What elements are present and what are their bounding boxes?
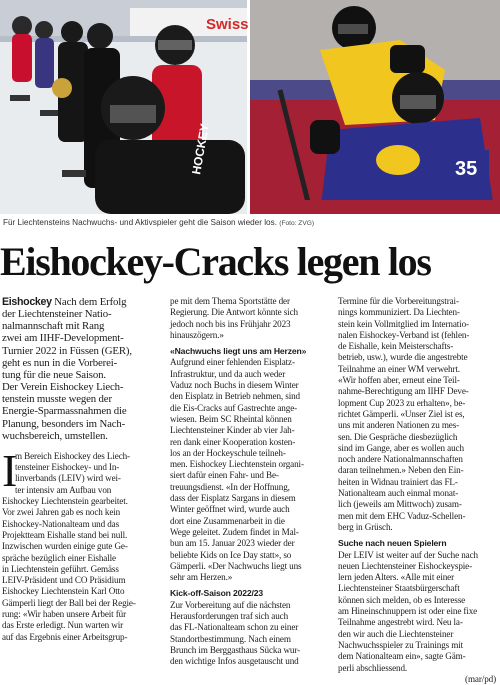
body-line: siert dafür einen Fahr- und Be- <box>170 470 279 481</box>
caption-text: Für Liechtensteins Nachwuchs- und Aktivspieler geht die Saison wieder los. <box>3 218 277 227</box>
body-line: Regierung. Die Antwort könnte sich <box>170 307 298 318</box>
body-line: m Bereich Eishockey des Liech- <box>15 450 130 461</box>
body-line: ren dank einer Kooperation kosten- <box>170 436 296 447</box>
body-line: können sich melden, ob es Interesse <box>338 594 466 605</box>
body-line: Herausforderungen traf sich auch <box>170 611 289 622</box>
body-line: Gämperli liegt der Ball bei der Regie- <box>2 597 136 608</box>
body-line: sehr am Herzen.» <box>170 572 233 583</box>
lead-line: Der Verein Eishockey Liech- <box>2 381 124 394</box>
lead-line: wuchsbereich, umstellen. <box>2 429 108 442</box>
body-line: pe mit dem Thema Sportstätte der <box>170 296 290 306</box>
body-line: bun am 15. Januar 2023 wieder der <box>170 538 295 549</box>
body-paragraph <box>2 444 157 643</box>
lead-line: Turnier 2022 in Füssen (GER), <box>2 344 132 357</box>
lead-line: nalmannschaft mit Rang <box>2 320 105 333</box>
body-line: dass der Eisplatz Sargans in diesem <box>170 493 296 504</box>
body-line: men mit dem EHC Vaduz-Schellen- <box>338 510 466 521</box>
body-line: spräche bezüglich einer Eishalle <box>2 552 116 563</box>
body-line: auf das Ergebnis einer Arbeitsgrup- <box>2 631 128 642</box>
body-line: de Eishalle, kein Meisterschafts- <box>338 341 454 352</box>
ad-board-text: Swiss <box>206 16 249 33</box>
body-line: Gämperli. «Der Nachwuchs liegt uns <box>170 560 302 571</box>
body-line: Vor zwei Jahren gab es noch kein <box>2 507 121 518</box>
photo-national-team-players <box>250 0 500 214</box>
photo-caption <box>3 218 497 227</box>
body-line: dort eine Zusammenarbeit in die <box>170 515 285 526</box>
body-line: rung: «Wir haben unsere Arbeit für <box>2 609 127 620</box>
body-line: jedoch noch bis ins Frühjahr 2023 <box>170 318 291 329</box>
drop-cap: I <box>2 444 18 496</box>
body-line: Brunch im Berggasthaus Sücka wur- <box>170 644 301 655</box>
article-column-3 <box>338 296 496 685</box>
lead-line: der Liechtensteiner Natio- <box>2 308 112 321</box>
article-column-2 <box>170 296 325 668</box>
body-line: beliebte Kids on Ice Day statt», so <box>170 549 292 560</box>
body-line: Projektteam Eishalle stand bei null. <box>2 529 128 540</box>
lead-line: Energie-Sparmassnahmen die <box>2 405 127 418</box>
body-line: hinauszögern.» <box>170 329 224 340</box>
lead-line: Planung, besonders im Nach- <box>2 417 126 430</box>
body-line: Zur Vorbereitung auf die nächsten <box>170 599 291 610</box>
body-line: in Liechtenstein geführt. Gemäss <box>2 563 119 574</box>
body-line: Teilnahme angestrebt wird. Neu la- <box>338 617 463 628</box>
body-line: Eishockey Liechtenstein gearbeitet. <box>2 496 128 507</box>
subheading-kickoff: Kick-off-Saison 2022/23 <box>170 588 264 599</box>
body-line: Nationalteam auch einmal monat- <box>338 488 459 499</box>
body-line: lich (jeweils am Mittwoch) zusam- <box>338 499 462 510</box>
body-line: neuen Liechtensteiner Eishockeyspie- <box>338 560 473 571</box>
lead-line: Nach dem Erfolg <box>54 296 127 308</box>
body-line: das Erste erledigt. Nun warten wir <box>2 620 124 631</box>
body-line: betrieb, usw.), wurde die angestrebte <box>338 352 468 363</box>
svg-text:HOCKEY: HOCKEY <box>189 122 212 176</box>
body-line: linverbands (LEIV) wird wei- <box>15 473 121 484</box>
body-line: dem Nationalteam ein», sagte Gäm- <box>338 651 466 662</box>
subheading-suche: Suche nach neuen Spielern <box>338 538 447 549</box>
body-line: treuungsdienst. «In der Hoffnung, <box>170 481 290 492</box>
kicker: Eishockey <box>2 296 52 308</box>
body-line: den wichtige Infos ausgetauscht und <box>170 656 299 667</box>
article-column-1 <box>2 296 157 643</box>
body-line: Wege geleitet. Zudem findet in Mal- <box>170 526 299 537</box>
body-line: wiesen. Beim SC Rheintal können <box>170 413 292 424</box>
body-line: Teilnahme an einer WM verwehrt. <box>338 363 460 374</box>
body-line: tensteiner Eishockey- und In- <box>15 462 120 473</box>
body-line: ter intensiv am Aufbau von <box>15 484 112 495</box>
body-line: LEIV-Präsident und CO Präsidium <box>2 575 126 586</box>
lead-line: zwei am IIHF-Development- <box>2 332 124 345</box>
body-line: den Eisplatz in Betrieb nehmen, sind <box>170 391 300 402</box>
lead-line: geht es nun in die Vorberei- <box>2 356 118 369</box>
body-line: nahme-Berechtigung am IIHF Deve- <box>338 386 469 397</box>
body-line: heiten in Widnau trainiert das FL- <box>338 476 458 487</box>
body-line: Nachwuchsspieler zu Trainings mit <box>338 639 464 650</box>
body-line: Aufgrund einer fehlenden Eisplatz- <box>170 357 295 368</box>
photo-credit: (Foto: ZVG) <box>279 220 315 227</box>
lead-line: tung für die neue Saison. <box>2 368 106 381</box>
body-line: den wir auch die Liechtensteiner <box>338 628 454 639</box>
body-line: die Eis-Cracks auf Gastrechte ange- <box>170 402 298 413</box>
body-line: lopment Cup 2023 zu erhalten», be- <box>338 397 466 408</box>
body-line: Liechtensteiner Kinder ab vier Jah- <box>170 425 295 436</box>
body-line: lern jeden Alters. «Alle mit einer <box>338 572 455 583</box>
body-line: «Wir hoffen aber, erneut eine Teil- <box>338 375 460 386</box>
headline: Eishockey-Cracks legen los <box>0 239 431 284</box>
body-line: sen. Die Gespräche diesbezüglich <box>338 431 458 442</box>
body-line: das FL-Nationalteam schon zu einer <box>170 622 299 633</box>
body-line: nings kommuniziert. Da Liechten- <box>338 307 460 318</box>
body-line: Eishockey-Nationalteam und das <box>2 518 120 529</box>
lead-paragraph <box>2 296 157 442</box>
body-line: Standortbestimmung. Nach einem <box>170 633 291 644</box>
body-line: perli abschliessend. <box>338 662 408 673</box>
body-line: nalen Eishockey-Verband ist (fehlen- <box>338 329 470 340</box>
body-line: uns mit anderen Nationen zu mes- <box>338 420 460 431</box>
body-line: sind im Gange, aber es wollen auch <box>338 442 464 453</box>
body-line: los an der Hockeyschule teilneh- <box>170 447 286 458</box>
body-line: am Hineinschnuppern ist oder eine fixe <box>338 606 478 617</box>
body-line: Liechtensteiner Staatsbürgerschaft <box>338 583 460 594</box>
lead-line: tenstein musste wegen der <box>2 393 112 406</box>
body-line: Winter geöffnet wird, wurde auch <box>170 504 290 515</box>
body-line: daran teilnehmen.» Neben den Ein- <box>338 465 464 476</box>
photo-youth-players <box>0 0 247 214</box>
svg-text:35: 35 <box>455 158 478 180</box>
body-line: richtet Gämperli. «Unser Ziel ist es, <box>338 408 465 419</box>
body-line: stein kein Vollmitglied im Internatio- <box>338 318 469 329</box>
author-signature: (mar/pd) <box>465 673 496 684</box>
body-line: Der LEIV ist weiter auf der Suche nach <box>338 549 478 560</box>
body-line: Infrastruktur, und da auch weder <box>170 368 286 379</box>
body-line: berg in Grüsch. <box>338 521 393 532</box>
body-line: Vaduz noch Buchs in diesem Winter <box>170 380 299 391</box>
body-line: Eishockey Liechtenstein Karl Otto <box>2 586 125 597</box>
body-line: noch andere Nationalmannschaften <box>338 454 463 465</box>
body-line: men. Eishockey Liechtenstein organi- <box>170 459 304 470</box>
body-line: Inzwischen wurden einige gute Ge- <box>2 541 128 552</box>
subheading-nachwuchs: «Nachwuchs liegt uns am Herzen» <box>170 346 307 357</box>
body-line: Termine für die Vorbereitungstrai- <box>338 296 459 306</box>
